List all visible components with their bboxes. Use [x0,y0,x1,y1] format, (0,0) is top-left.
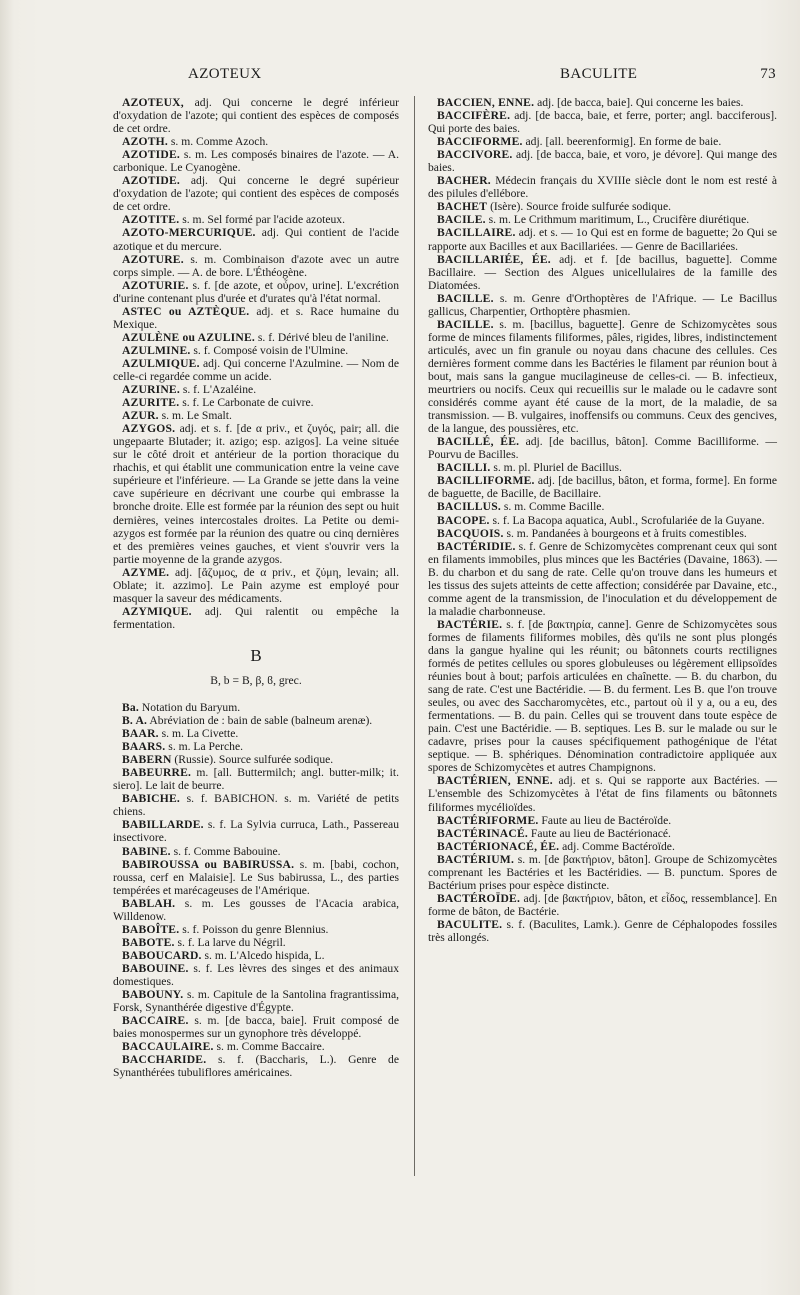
entry-definition: s. f. [de βακτηρία, canne]. Genre de Schizomycètes sous formes de filaments filiformes mobiles, dès qu'ils ne sont plus plongés dans la gangue hyaline qui les réunit; ou bâtonnets courts rectilignes formés de petites cellules ou spores globuleuses ou légèrement ellipsoïdes réunies bout à bout; parfois articulées en chaînette. — B. du charbon, du sang de rate. C'est une Bactéridie. — B. du ferment. Les B. que l'on trouve seules, ou avec des Saccharomycètes, etc., partout où il y a, ou a eu, des fermentations. — B. du pain. Celles qui se trouvent dans toute espèce de pain. C'est une Bactéridie. — B. septiques. Les B. sur le malade ou sur le cadavre, prises pour la causes spécifiquement pathogénique de l'état septique. — B. sphériques. Dénomination contradictoire appliquée aux spores de Schizomycètes et autres Champignons. [428,617,777,775]
entry-definition: adj. Qui concerne le degré supérieur d'oxydation de l'azote; qui contient des espèces de composés de cet ordre. [113,174,399,214]
entry-definition: adj. Qui concerne l'Azulmine. — Nom de celle-ci regardée comme un acide. [113,356,399,383]
entry-headword: BACOPE. [437,513,490,527]
entry-headword: BAAR. [122,727,159,741]
entry-definition: s. f. (Baculites, Lamk.). Genre de Céphalopodes fossiles très allongés. [428,917,777,944]
dictionary-entry [113,226,399,252]
entry-definition: adj. Qui ralentit ou empêche la fermentation. [113,604,399,631]
dictionary-entry [113,740,399,753]
dictionary-entry [428,292,777,318]
header-left-guideword: AZOTEUX [188,66,262,82]
dictionary-entry [428,148,777,174]
entry-definition: Notation du Baryum. [139,701,241,715]
entry-headword: BACILLI. [437,461,491,475]
dictionary-entry [113,344,399,357]
entry-definition: s. f. BABICHON. s. m. Variété de petits chiens. [113,792,399,819]
entry-definition: adj. [all. beerenformig]. En forme de baie. [522,135,722,149]
dictionary-entry [428,892,777,918]
dictionary-entry [113,305,399,331]
dictionary-entry [428,918,777,944]
entry-definition: s. m. La Civette. [158,727,239,741]
entry-headword: BACCAULAIRE. [122,1040,214,1054]
dictionary-entry [428,135,777,148]
entry-definition: s. m. Comme Azoch. [167,135,269,149]
entry-headword: AZUR. [122,409,159,423]
entry-headword: BACILLE. [437,317,494,331]
dictionary-entry [113,383,399,396]
dictionary-entry [428,774,777,813]
dictionary-entry [428,461,777,474]
dictionary-entry [428,109,777,135]
entry-definition: s. m. Comme Bacille. [500,500,605,514]
dictionary-entry [113,422,399,566]
column-divider [414,96,415,1176]
entry-headword: AZURITE. [122,396,180,410]
entry-definition: s. f. La Bacopa aquatica, Aubl., Scrofulariée de la Guyane. [489,513,765,527]
section-letter: B [250,645,262,665]
entry-definition: s. m. Les composés binaires de l'azote. — A. carbonique. Le Cyanogène. [113,148,399,175]
entry-headword: BACILLARIÉE, ÉE. [437,252,551,266]
entry-headword: BACTÉRIDIE. [437,539,516,553]
entry-definition: s. m. Comme Baccaire. [213,1040,325,1054]
entry-definition: s. m. L'Alcedo hispida, L. [201,948,325,962]
entries-a-list [113,96,399,631]
entry-headword: BABINE. [122,844,171,858]
entry-headword: B. A. [122,714,148,728]
entries-b-list [113,701,399,1079]
entry-headword: AZOTIDE. [122,174,180,188]
entry-definition: s. m. pl. Pluriel de Bacillus. [490,461,622,475]
entry-headword: BACTÉRIE. [437,617,503,631]
entry-headword: BACHET [437,200,488,214]
dictionary-entry [428,500,777,513]
entry-headword: BACULITE. [437,917,503,931]
dictionary-entry [428,827,777,840]
page-number: 73 [760,66,776,82]
entries-right-list [428,96,777,944]
entry-definition: s. f. La Sylvia curruca, Lath., Passereau insectivore. [113,818,399,845]
entry-headword: BACILLUS. [437,500,501,514]
entry-definition: m. [all. Buttermilch; angl. butter-milk; it. siero]. Le lait de beurre. [113,766,399,793]
dictionary-entry [113,96,399,135]
entry-definition: s. f. Composé voisin de l'Ulmine. [190,343,349,357]
dictionary-entry [113,818,399,844]
entry-definition: s. f. La larve du Négril. [174,935,286,949]
entry-headword: BACILE. [437,213,486,227]
entry-headword: BACILLIFORME. [437,474,535,488]
entry-headword: AZULMIQUE. [122,356,200,370]
dictionary-entry [113,988,399,1014]
dictionary-entry [113,409,399,422]
entry-headword: BACTÉRIONACÉ, ÉE. [437,839,560,853]
entry-definition: s. m. Capitule de la Santolina fragrantissima, Forsk, Synanthérée digestive d'Égypte. [113,988,399,1015]
entry-definition: adj. [de bacillus, bâton, et forma, forme]. En forme de baguette, de Bacille, de Bacillaire. [428,474,777,501]
dictionary-entry [113,936,399,949]
entry-headword: AZYGOS. [122,422,176,436]
entry-definition: s. f. Les lèvres des singes et des animaux domestiques. [113,961,399,988]
dictionary-entry [113,174,399,213]
entry-headword: BABOUCARD. [122,948,202,962]
entry-headword: AZULÈNE ou AZULINE. [122,330,255,344]
entry-definition: (Isère). Source froide sulfurée sodique. [487,200,671,214]
dictionary-entry [113,714,399,727]
entry-headword: ASTEC ou AZTÈQUE. [122,304,250,318]
entry-headword: BACTÉRIUM. [437,852,515,866]
entry-definition: adj. et s. f. [de α priv., et ζυγός, pair; all. die ungepaarte Blutader; it. azigo; esp. azigos]. La veine située sur le côté droit et antérieur de la portion thoracique du rhachis, et qui établit une communication entre la veine cave supérieure et l'inférieure. — La Grande se jette dans la veine cave supérieure en décrivant une courbe qui embrasse la bronche droite. Elle est formée par la réunion des sept ou huit dernières, veines intercostales droites. La Petite ou demi-azygos est formée par la réunion des quatre ou cinq dernières et des premières veines gauches, et vient s'ouvrir vers la partie moyenne de la grande azygos. [113,422,399,566]
entry-definition: adj. et s. Qui se rapporte aux Bactéries. — L'ensemble des Schizomycètes à l'état de fins filaments ou bâtonnets filiformes mycélioïdes. [428,774,777,814]
entry-headword: AZOTO-MERCURIQUE. [122,226,256,240]
entry-headword: BACHER. [437,174,491,188]
entry-definition: Abréviation de : bain de sable (balneum arenæ). [147,714,373,728]
dictionary-entry [113,858,399,897]
entry-headword: AZYMIQUE. [122,604,192,618]
entry-definition: adj. et s. Race humaine du Mexique. [113,304,399,331]
dictionary-entry [428,540,777,618]
dictionary-entry [113,605,399,631]
entry-definition: s. m. Combinaison d'azote avec un autre corps simple. — A. de bore. L'Éthéogène. [113,252,399,279]
entry-definition: Médecin français du XVIIIe siècle dont le nom est resté à des pilules d'ellébore. [428,174,777,201]
entry-headword: BABICHE. [122,792,180,806]
entry-definition: s. f. Genre de Schizomycètes comprenant ceux qui sont en filaments immobiles, plus minces que les Bactéries (Davaine, 1863). — B. du charbon et du sang de rate. Celle qu'on trouve dans les humeurs et les tissus des sujets atteints de cette affection; considérée par Davaine, etc., comme agent de la transmission, de l'inoculation et du développement de la maladie charbonneuse. [428,539,777,618]
dictionary-entry [113,923,399,936]
entry-definition: adj. Qui concerne le degré inférieur d'oxydation de l'azote; qui contient des espèces de composés de cet ordre. [113,96,399,136]
entry-headword: Ba. [122,701,140,715]
right-column [428,96,777,944]
dictionary-entry [428,96,777,109]
entry-definition: s. f. (Baccharis, L.). Genre de Synanthérées tubuliflores américaines. [113,1053,399,1080]
dictionary-entry [113,396,399,409]
entry-headword: BABOTE. [122,935,175,949]
entry-headword: BACCIEN, ENNE. [437,96,535,109]
entry-headword: BACCIFORME. [437,135,523,149]
entry-headword: BACTÉROÏDE. [437,891,521,905]
dictionary-entry [113,331,399,344]
dictionary-entry [428,200,777,213]
entry-definition: adj. [de bacillus, bâton]. Comme Bacilliforme. — Pourvu de Bacilles. [428,435,777,462]
running-header [100,66,780,88]
entry-headword: AZULMINE. [122,343,191,357]
entry-definition: s. f. Dérivé bleu de l'aniline. [254,330,389,344]
entry-definition: s. m. [bacillus, baguette]. Genre de Schizomycètes sous forme de minces filaments filiformes, pâles, rigides, libres, indistinctement articulés, avec un fin granule ou noyau dans chacune des cellules. Ces dernières forment comme dans les Bactéries le filament par réunion bout à bout, mais sans la gangue mucilagineuse de celles-ci. — B. infectieux, meurtriers ou nocifs. Ceux qui recueillis sur le malade ou le cadavre sont considérés comme ayant été cause de la mort, de la maladie, de sa transmission. — B. vulgaires, inoffensifs ou communs. Ceux des gencives, de la langue, des poussières, etc. [428,317,777,436]
entry-headword: BACQUOIS. [437,526,504,540]
entry-headword: BABERN [122,753,172,767]
dictionary-entry [113,845,399,858]
entry-definition: s. m. La Perche. [165,740,243,754]
entry-definition: adj. [de bacca, baie, et voro, je dévore]. Qui mange des baies. [428,148,777,175]
entry-definition: adj. Comme Bactéroïde. [559,839,675,853]
entry-definition: s. m. [babi, cochon, roussa, cerf en Malaisie]. Le Sus babirussa, L., des parties tempérées et marécageuses de l'Amérique. [113,857,399,897]
dictionary-entry [113,213,399,226]
entry-headword: BACCAIRE. [122,1014,189,1028]
entry-definition: s. m. [de bacca, baie]. Fruit composé de baies monospermes sur un gynophore très développé. [113,1014,399,1041]
header-right-guideword: BACULITE [560,66,638,82]
entry-headword: BACTÉRIEN, ENNE. [437,774,553,788]
entry-headword: BABIROUSSA ou BABIRUSSA. [122,857,295,871]
entry-headword: BAARS. [122,740,166,754]
dictionary-entry [113,357,399,383]
dictionary-entry [113,727,399,740]
dictionary-entry [428,514,777,527]
entry-headword: BABOUINE. [122,961,189,975]
entry-definition: s. m. Genre d'Orthoptères de l'Afrique. — Le Bacillus gallicus, Charpentier, Orthoptère phasmien. [428,291,777,318]
entry-definition: s. m. Sel formé par l'acide azoteux. [179,213,345,227]
dictionary-entry [113,253,399,279]
dictionary-entry [428,840,777,853]
entry-headword: BACCIVORE. [437,148,513,162]
entry-definition: s. f. Comme Babouine. [170,844,281,858]
entry-headword: AZURINE. [122,383,180,397]
entry-definition: s. m. Le Smalt. [158,409,232,423]
entry-headword: BACCIFÈRE. [437,109,511,123]
entry-definition: adj. [de βακτήριον, bâton, et εἶδος, ressemblance]. En forme de bâton, de Bactérie. [428,891,777,918]
dictionary-entry [428,253,777,292]
entry-headword: BABLAH. [122,896,176,910]
entry-headword: BACCHARIDE. [122,1053,207,1067]
section-subtitle: B, b = Β, β, ϐ, grec. [210,673,302,687]
entry-definition: adj. et f. [de bacillus, baguette]. Comme Bacillaire. — Section des Algues unicellulaires de la famille des Diatomées. [428,252,778,292]
entry-headword: AZOTEUX, [122,96,184,109]
entry-headword: AZOTURE. [122,252,184,266]
entry-definition: s. f. L'Azaléine. [179,383,257,397]
dictionary-entry [113,792,399,818]
dictionary-entry [428,174,777,200]
entry-headword: AZOTURIE. [122,278,189,292]
entry-definition: adj. [ἄζυμος, de α priv., et ζύμη, levain; all. Oblate; it. azzimo]. Le Pain azyme est employé pour masquer la saveur des médicaments. [113,565,399,605]
entry-definition: adj. et s. — 1o Qui est en forme de baguette; 2o Qui se rapporte aux Bacilles et aux Bacillariées. — Genre de Bacillariées. [428,226,777,253]
entry-headword: AZOTITE. [122,213,180,227]
entry-definition: adj. [de bacca, baie]. Qui concerne les baies. [534,96,744,109]
entry-headword: BACILLE. [437,291,494,305]
dictionary-entry [113,1053,399,1079]
dictionary-entry [428,226,777,252]
entry-definition: s. m. [de βακτήριον, bâton]. Groupe de Schizomycètes comprenant les Bactéries et les Bactéridies. — B. punctum. Spores de Bactérium prises pour espèce distincte. [428,852,777,892]
dictionary-entry [113,753,399,766]
entry-headword: BACTÉRINACÉ. [437,826,528,840]
entry-headword: BACILLÉ, ÉE. [437,435,520,449]
entry-definition: s. m. Les gousses de l'Acacia arabica, Willdenow. [113,896,399,923]
dictionary-entry [428,618,777,775]
entry-headword: AZOTH. [122,135,168,149]
dictionary-entry [428,814,777,827]
entry-headword: AZYME. [122,565,170,579]
dictionary-entry [428,318,777,435]
dictionary-entry [113,897,399,923]
entry-headword: BABEURRE. [122,766,192,780]
entry-headword: BABOÎTE. [122,922,180,936]
dictionary-entry [113,279,399,305]
dictionary-entry [428,213,777,226]
dictionary-entry [113,949,399,962]
dictionary-entry [113,962,399,988]
entry-headword: BACILLAIRE. [437,226,516,240]
dictionary-entry [113,1014,399,1040]
dictionary-entry [113,148,399,174]
left-column [113,96,399,1079]
entry-headword: BACTÉRIFORME. [437,813,539,827]
entry-definition: Faute au lieu de Bactérionacé. [527,826,671,840]
entry-headword: BABILLARDE. [122,818,204,832]
entry-definition: Faute au lieu de Bactéroïde. [538,813,672,827]
dictionary-entry [428,853,777,892]
entry-definition: s. f. Poisson du genre Blennius. [179,922,329,936]
entry-definition: adj. Qui contient de l'acide azotique et du mercure. [113,226,399,253]
dictionary-entry [428,527,777,540]
dictionary-entry [428,435,777,461]
entry-definition: s. m. Pandanées à bourgeons et à fruits comestibles. [503,526,747,540]
entry-definition: (Russie). Source sulfurée sodique. [171,753,334,767]
entry-definition: s. m. Le Crithmum maritimum, L., Crucifère diurétique. [485,213,750,227]
dictionary-entry [113,1040,399,1053]
entry-definition: s. f. Le Carbonate de cuivre. [179,396,314,410]
dictionary-entry [428,474,777,500]
dictionary-entry [113,701,399,714]
dictionary-entry [113,766,399,792]
entry-definition: s. f. [de azote, et οὖρον, urine]. L'excrétion d'urine contenant plus d'urée et d'urates qu'à l'état normal. [113,278,399,305]
dictionary-entry [113,566,399,605]
entry-headword: BABOUNY. [122,988,184,1002]
dictionary-entry [113,135,399,148]
entry-definition: adj. [de bacca, baie, et ferre, porter; angl. bacciferous]. Qui porte des baies. [428,109,777,136]
entry-headword: AZOTIDE. [122,148,180,162]
